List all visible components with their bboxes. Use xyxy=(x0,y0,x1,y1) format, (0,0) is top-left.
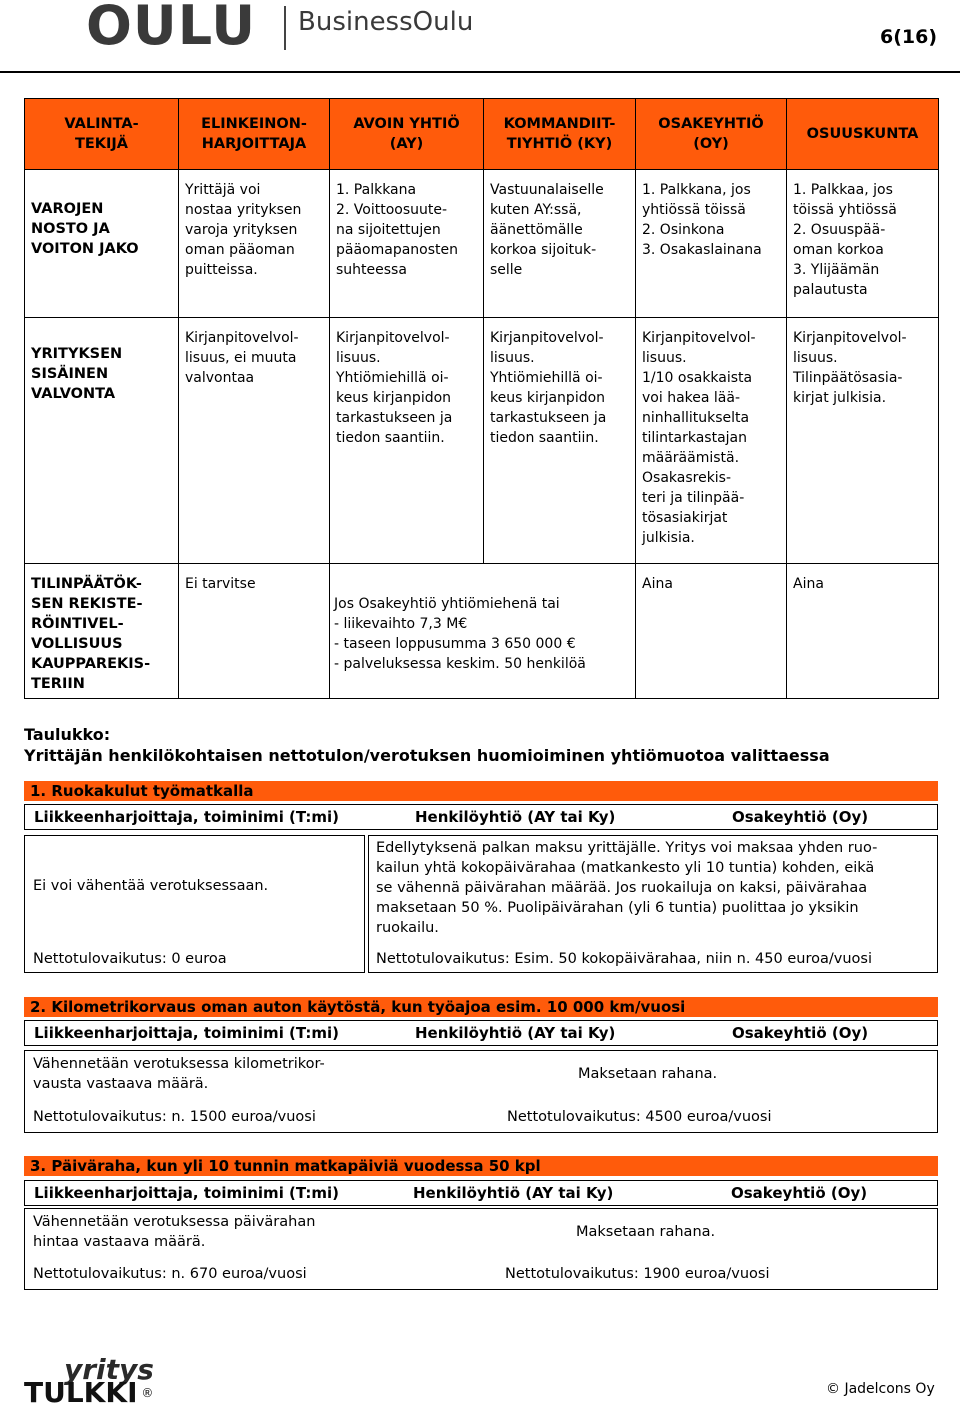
merged-text: Jos Osakeyhtiö yhtiömiehenä tai - liikevaihto 7,3 M€ - taseen loppusumma 3 650 000 € - palveluksessa keskim. 50 henkilöä xyxy=(334,596,586,672)
header-kommandiittiyhtio: KOMMANDIIT- TIYHTIÖ (KY) xyxy=(484,99,636,170)
table-row xyxy=(25,318,939,564)
taulukko-title: Yrittäjän henkilökohtaisen nettotulon/verotuksen huomioiminen yhtiömuotoa valittaessa xyxy=(24,746,830,765)
row-label: VAROJEN NOSTO JA VOITON JAKO xyxy=(25,170,179,318)
table-row xyxy=(25,564,939,699)
section-right-text: Edellytyksenä palkan maksu yrittäjälle. Yritys voi maksaa yhden ruo- kailun yhtä kokopäivärahaa (matkankesto yli 10 tuntia) kohden, eikä se vähennä päivärahan määrää. Jos ruokailuja on kaksi, päivärahaa maksetaan 50 %. Puolipäivärahan (yli 6 tuntia) puolittaa jo yksikin ruokailu. xyxy=(376,840,878,936)
business-oulu-logo: BusinessOulu xyxy=(298,7,474,37)
table-header-row xyxy=(25,99,939,170)
column-header-row xyxy=(24,1020,938,1046)
section-title: 2. Kilometrikorvaus oman auton käytöstä, kun työajoa esim. 10 000 km/vuosi xyxy=(24,997,938,1017)
section-left-net: Nettotulovaikutus: n. 670 euroa/vuosi xyxy=(33,1266,307,1282)
column-label: Liikkeenharjoittaja, toiminimi (T:mi) xyxy=(34,808,339,826)
column-header-row xyxy=(24,804,938,830)
row-label: TILINPÄÄTÖK- SEN REKISTE- RÖINTIVEL- VOLLISUUS KAUPPAREKIS- TERIIN xyxy=(25,564,179,699)
page-number: 6(16) xyxy=(880,26,938,48)
table-cell: Kirjanpitovelvol- lisuus. 1/10 osakkaista voi hakea lää- ninhallitukselta tilintarkastajan määräämistä. Osakasrekis- teri ja tilinpää- tösasiakirjat julkisia. xyxy=(636,318,787,564)
section-left-text: Vähennetään verotuksessa päivärahan hintaa vastaava määrä. xyxy=(33,1214,316,1250)
column-label: Osakeyhtiö (Oy) xyxy=(732,808,869,826)
section-right-net: Nettotulovaikutus: 1900 euroa/vuosi xyxy=(505,1266,770,1282)
column-label: Henkilöyhtiö (AY tai Ky) xyxy=(413,1184,614,1202)
table-cell: Vastuunalaiselle kuten AY:ssä, äänettömälle korkoa sijoituk- selle xyxy=(484,170,636,318)
section-left-net: Nettotulovaikutus: n. 1500 euroa/vuosi xyxy=(33,1109,316,1125)
column-header-row xyxy=(24,1180,938,1206)
table-cell: Aina xyxy=(636,564,787,699)
section-right-net: Nettotulovaikutus: Esim. 50 kokopäivärahaa, niin n. 450 euroa/vuosi xyxy=(376,951,872,967)
column-label: Henkilöyhtiö (AY tai Ky) xyxy=(415,1024,616,1042)
column-label: Osakeyhtiö (Oy) xyxy=(731,1184,868,1202)
section-right-net: Nettotulovaikutus: 4500 euroa/vuosi xyxy=(507,1109,772,1125)
row-label: YRITYKSEN SISÄINEN VALVONTA xyxy=(25,318,179,564)
header-valintatekija: VALINTA- TEKIJÄ xyxy=(25,99,179,170)
table-cell: Ei tarvitse xyxy=(179,564,330,699)
table-cell: Kirjanpitovelvol- lisuus. Yhtiömiehillä oi- keus kirjanpidon tarkastukseen ja tiedon saantiin. xyxy=(330,318,484,564)
yritys-tulkki-logo-top: yritys xyxy=(64,1353,154,1386)
section-right-text: Maksetaan rahana. xyxy=(578,1066,718,1082)
merged-cell xyxy=(330,564,636,699)
section-left-net: Nettotulovaikutus: 0 euroa xyxy=(33,951,227,967)
header-osakeyhtio: OSAKEYHTIÖ (OY) xyxy=(636,99,787,170)
column-label: Henkilöyhtiö (AY tai Ky) xyxy=(415,808,616,826)
taulukko-label: Taulukko: xyxy=(24,725,111,744)
logo-divider xyxy=(284,6,286,50)
table-row xyxy=(25,170,939,318)
copyright: © Jadelcons Oy xyxy=(826,1381,935,1397)
header-rule xyxy=(0,71,960,73)
header-elinkeinonharjoittaja: ELINKEINON- HARJOITTAJA xyxy=(179,99,330,170)
column-label: Osakeyhtiö (Oy) xyxy=(732,1024,869,1042)
yritys-tulkki-logo-bottom: TULKKI ® xyxy=(24,1376,154,1409)
table-cell: 1. Palkkaa, jos töissä yhtiössä 2. Osuuspää- oman korkoa 3. Ylijäämän palautusta xyxy=(787,170,939,318)
oulu-logo: OULU xyxy=(86,0,257,57)
column-label: Liikkeenharjoittaja, toiminimi (T:mi) xyxy=(34,1184,339,1202)
section-left-text: Ei voi vähentää verotuksessaan. xyxy=(33,878,269,894)
header-avoin-yhtio: AVOIN YHTIÖ (AY) xyxy=(330,99,484,170)
table-cell: Aina xyxy=(787,564,939,699)
section-title: 3. Päiväraha, kun yli 10 tunnin matkapäiviä vuodessa 50 kpl xyxy=(24,1156,938,1176)
table-cell: Kirjanpitovelvol- lisuus, ei muuta valvontaa xyxy=(179,318,330,564)
table-cell: Kirjanpitovelvol- lisuus. Tilinpäätösasia- kirjat julkisia. xyxy=(787,318,939,564)
table-cell: Yrittäjä voi nostaa yrityksen varoja yrityksen oman pääoman puitteissa. xyxy=(179,170,330,318)
company-form-table xyxy=(24,98,939,699)
section-left-text: Vähennetään verotuksessa kilometrikor- vausta vastaava määrä. xyxy=(33,1056,325,1092)
section-right-text: Maksetaan rahana. xyxy=(576,1224,716,1240)
table-cell: Kirjanpitovelvol- lisuus. Yhtiömiehillä oi- keus kirjanpidon tarkastukseen ja tiedon saantiin. xyxy=(484,318,636,564)
table-cell: 1. Palkkana, jos yhtiössä töissä 2. Osinkona 3. Osakaslainana xyxy=(636,170,787,318)
column-label: Liikkeenharjoittaja, toiminimi (T:mi) xyxy=(34,1024,339,1042)
section-title: 1. Ruokakulut työmatkalla xyxy=(24,781,938,801)
table-cell: 1. Palkkana 2. Voittoosuute- na sijoitettujen pääomapanosten suhteessa xyxy=(330,170,484,318)
header-osuuskunta: OSUUSKUNTA xyxy=(787,99,939,170)
